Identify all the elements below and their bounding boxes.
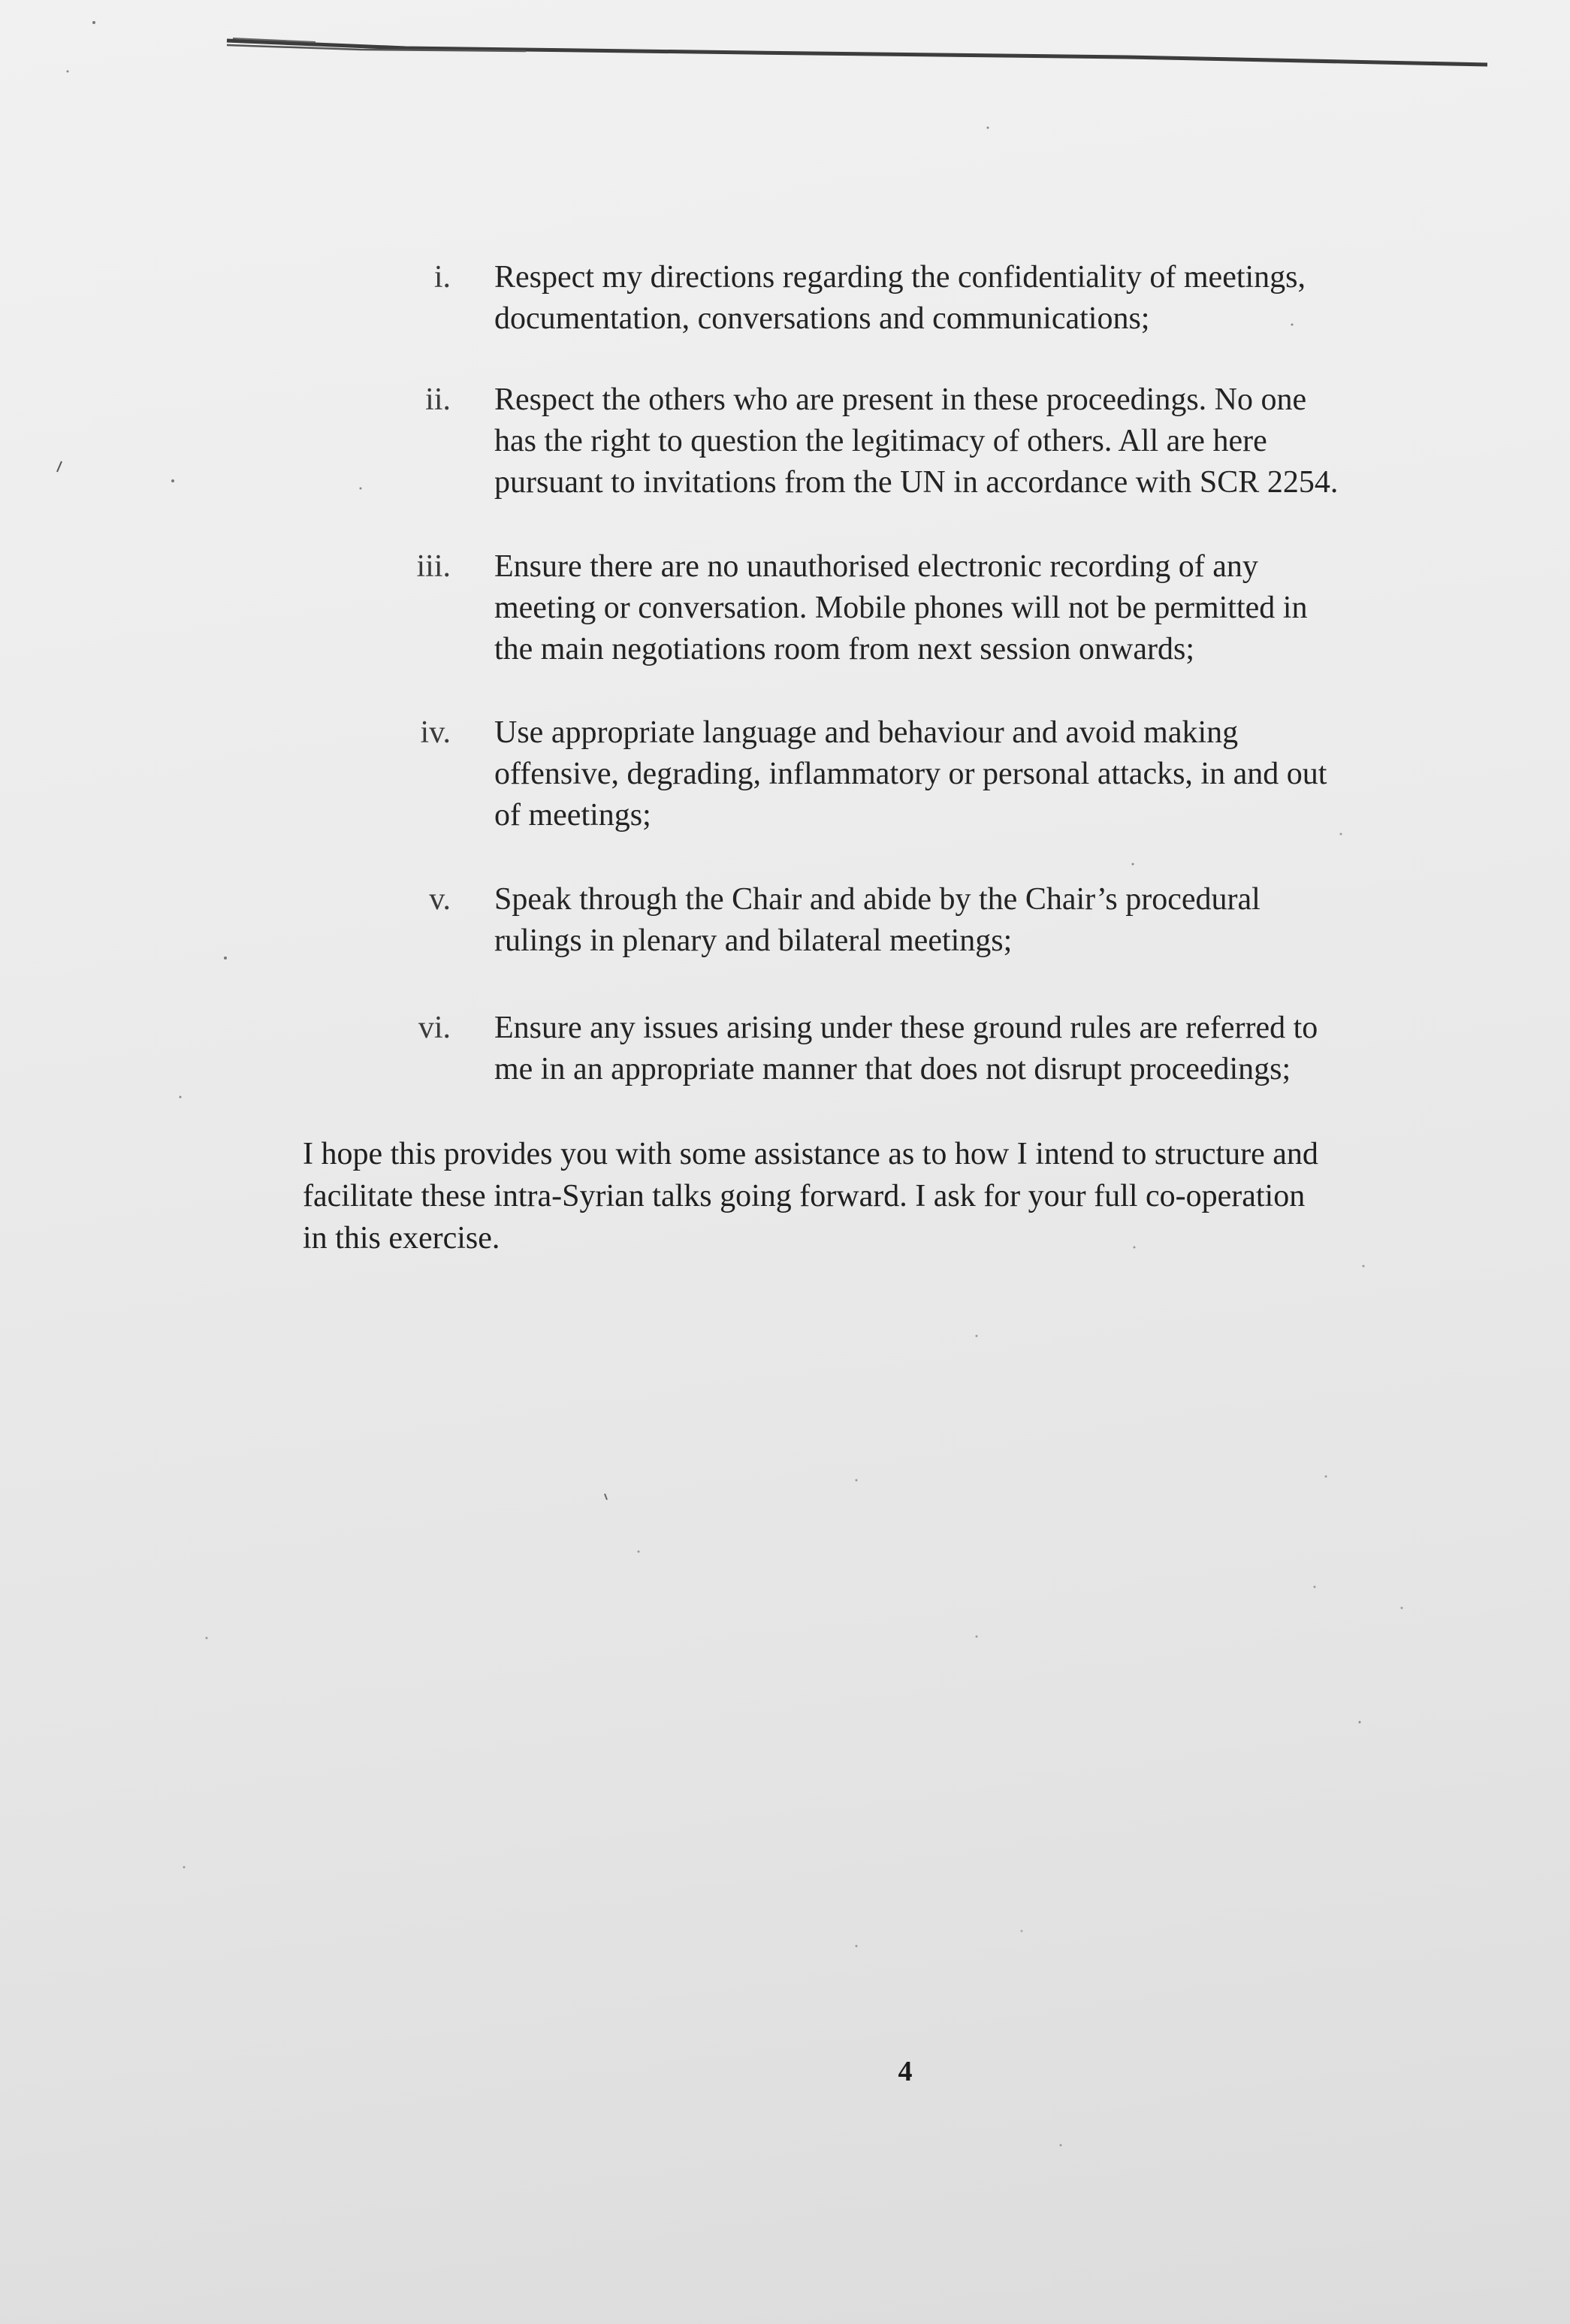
text-line: me in an appropriate manner that does not disrupt proceedings; xyxy=(494,1052,1291,1086)
text-line: has the right to question the legitimacy of others. All are here xyxy=(494,424,1267,458)
text-line: meeting or conversation. Mobile phones will not be permitted in xyxy=(494,591,1308,625)
text-line: Ensure any issues arising under these ground rules are referred to xyxy=(494,1011,1318,1045)
text-line: the main negotiations room from next session onwards; xyxy=(494,632,1195,666)
text-line: Respect the others who are present in these proceedings. No one xyxy=(494,382,1307,417)
text-line: documentation, conversations and communications; xyxy=(494,301,1150,336)
closing-paragraph xyxy=(303,1133,1505,1259)
text-line: Use appropriate language and behaviour and avoid making xyxy=(494,715,1239,750)
text-line: facilitate these intra-Syrian talks going forward. I ask for your full co-operation xyxy=(303,1179,1306,1213)
list-item-text xyxy=(494,1008,1471,1090)
page-number: 4 xyxy=(898,2056,913,2087)
list-numeral: v. xyxy=(429,882,451,917)
text-line: rulings in plenary and bilateral meetings; xyxy=(494,923,1013,958)
list-item-text xyxy=(494,546,1471,670)
list-item-text xyxy=(494,879,1471,962)
text-line: in this exercise. xyxy=(303,1221,500,1256)
list-item-text xyxy=(494,379,1471,503)
text-line: Speak through the Chair and abide by the Chair’s procedural xyxy=(494,882,1261,917)
list-numeral: iii. xyxy=(416,549,451,584)
text-line: Ensure there are no unauthorised electronic recording of any xyxy=(494,549,1258,584)
text-line: Respect my directions regarding the confidentiality of meetings, xyxy=(494,260,1306,295)
top-rule-line xyxy=(225,30,1487,75)
text-line: offensive, degrading, inflammatory or personal attacks, in and out xyxy=(494,757,1327,791)
text-line: of meetings; xyxy=(494,798,651,833)
list-item-text xyxy=(494,712,1471,836)
list-item-text xyxy=(494,257,1471,340)
text-line: I hope this provides you with some assistance as to how I intend to structure and xyxy=(303,1137,1318,1171)
list-numeral: iv. xyxy=(420,715,451,750)
text-line: pursuant to invitations from the UN in accordance with SCR 2254. xyxy=(494,465,1339,500)
list-numeral: ii. xyxy=(425,382,451,417)
list-numeral: i. xyxy=(433,260,451,295)
list-numeral: vi. xyxy=(418,1011,451,1045)
